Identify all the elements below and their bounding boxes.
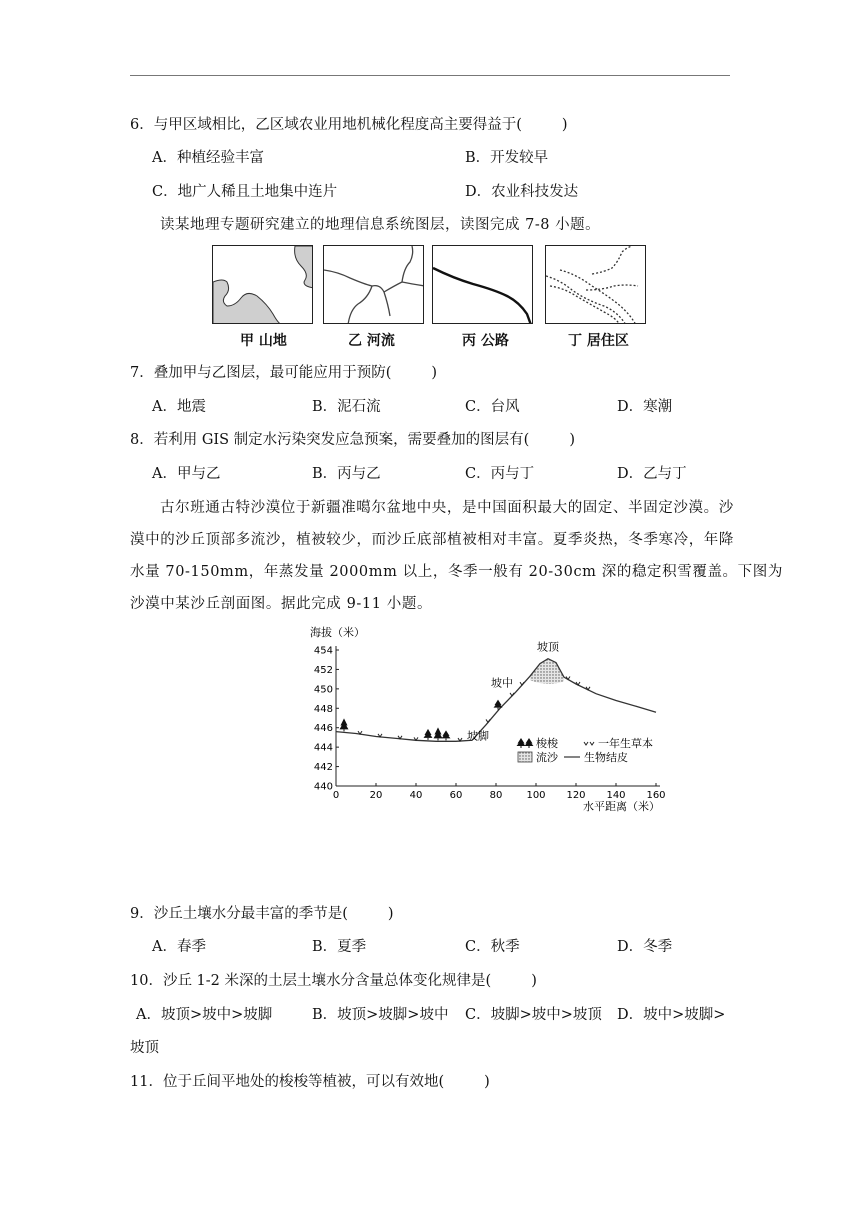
q9-option-a[interactable]: A．春季 xyxy=(152,939,206,955)
x-tick-label: 140 xyxy=(606,790,626,801)
road-layer-map xyxy=(432,245,533,324)
paragraph-line: 沙漠中某沙丘剖面图。据此完成 9-11 小题。 xyxy=(130,596,433,612)
chart-axes xyxy=(314,646,666,802)
question-10-stem: 10．沙丘 1-2 米深的土层土壤水分含量总体变化规律是( xyxy=(130,973,492,989)
chart-annotations xyxy=(467,640,560,743)
legend-herb-icon xyxy=(590,742,594,745)
paragraph-line: 水量 70-150mm，年蒸发量 2000mm 以上，冬季一般有 20-30cm 深的稳定积雪覆盖。下图为 xyxy=(130,564,783,580)
q6-option-b[interactable]: B．开发较早 xyxy=(465,150,549,166)
mountain-layer-map xyxy=(212,245,313,324)
legend-label-quicksand: 流沙 xyxy=(536,751,558,764)
x-tick-label: 80 xyxy=(489,790,503,801)
paragraph-line: 古尔班通古特沙漠位于新疆准噶尔盆地中央，是中国面积最大的固定、半固定沙漠。沙 xyxy=(160,500,734,516)
x-tick-label: 160 xyxy=(646,790,666,801)
question-7-stem: 7．叠加甲与乙图层，最可能应用于预防( xyxy=(130,365,392,381)
question-8: 8．若利用 GIS 制定水污染突发应急预案，需要叠加的图层有( ) xyxy=(130,432,576,448)
saxaul-tree-icon xyxy=(340,718,349,731)
question-8-stem: 8．若利用 GIS 制定水污染突发应急预案，需要叠加的图层有( xyxy=(130,432,530,448)
y-tick-label: 452 xyxy=(313,664,333,676)
settlement-layer-map xyxy=(545,245,646,324)
q7-option-d[interactable]: D．寒潮 xyxy=(617,399,673,415)
y-tick-label: 446 xyxy=(313,723,333,735)
q7-option-c[interactable]: C．台风 xyxy=(465,399,520,415)
legend-label-herb: 一年生草本 xyxy=(598,737,653,750)
vegetation-marks xyxy=(340,676,591,741)
q6-option-a[interactable]: A．种植经验丰富 xyxy=(152,150,264,166)
saxaul-tree-icon xyxy=(494,700,503,710)
y-axis-label: 海拔（米） xyxy=(310,626,365,639)
legend-label-crust: 生物结皮 xyxy=(584,751,628,764)
y-tick-label: 448 xyxy=(313,703,333,715)
question-9: 9．沙丘土壤水分最丰富的季节是( ) xyxy=(130,906,394,922)
question-6-stem: 6．与甲区域相比，乙区域农业用地机械化程度高主要得益于( xyxy=(130,117,522,133)
header-rule xyxy=(130,75,730,76)
profile-line xyxy=(336,659,656,742)
x-tick-label: 20 xyxy=(369,790,383,801)
y-tick-label: 440 xyxy=(313,781,333,793)
legend-herb-icon xyxy=(584,742,588,745)
gis-intro: 读某地理专题研究建立的地理信息系统图层，读图完成 7-8 小题。 xyxy=(160,217,601,233)
legend-saxaul-icon xyxy=(517,738,526,748)
legend-label-saxaul: 梭梭 xyxy=(536,737,558,750)
question-11: 11．位于丘间平地处的梭梭等植被，可以有效地( ) xyxy=(130,1074,490,1090)
q7-option-b[interactable]: B．泥石流 xyxy=(312,399,381,415)
q10-option-b[interactable]: B．坡顶>坡脚>坡中 xyxy=(312,1007,449,1023)
x-axis-label: 水平距离（米） xyxy=(583,800,660,813)
q8-option-c[interactable]: C．丙与丁 xyxy=(465,466,535,482)
tree-crown xyxy=(424,729,433,738)
question-9-stem: 9．沙丘土壤水分最丰富的季节是( xyxy=(130,906,348,922)
question-6: 6．与甲区域相比，乙区域农业用地机械化程度高主要得益于( ) xyxy=(130,117,568,133)
q10-option-a[interactable]: A．坡顶>坡中>坡脚 xyxy=(136,1007,273,1023)
q8-option-a[interactable]: A．甲与乙 xyxy=(152,466,221,482)
chart-legend xyxy=(517,736,654,764)
saxaul-tree-icon xyxy=(434,727,443,740)
quicksand-area xyxy=(530,659,564,684)
question-10: 10．沙丘 1-2 米深的土层土壤水分含量总体变化规律是( ) xyxy=(130,973,537,989)
annotation-label: 坡顶 xyxy=(537,640,559,654)
q10-option-c[interactable]: C．坡脚>坡中>坡顶 xyxy=(465,1007,602,1023)
x-tick-label: 0 xyxy=(332,790,340,801)
tree-crown xyxy=(442,730,451,738)
annual-herb-icon xyxy=(486,719,490,722)
annotation-label: 坡脚 xyxy=(467,729,489,743)
q6-option-d[interactable]: D．农业科技发达 xyxy=(465,184,579,200)
y-tick-label: 454 xyxy=(313,645,333,657)
quicksand-fill xyxy=(530,659,564,684)
annotation-label: 坡中 xyxy=(491,676,513,690)
tree-crown xyxy=(340,718,349,729)
dune-profile-chart xyxy=(300,620,680,820)
question-7: 7．叠加甲与乙图层，最可能应用于预防( ) xyxy=(130,365,438,381)
question-11-stem: 11．位于丘间平地处的梭梭等植被，可以有效地( xyxy=(130,1074,445,1090)
q7-option-a[interactable]: A．地震 xyxy=(152,399,206,415)
q8-option-d[interactable]: D．乙与丁 xyxy=(617,466,687,482)
x-tick-label: 40 xyxy=(409,790,423,801)
gis-label-mountain: 甲 山地 xyxy=(240,333,287,349)
tree-crown xyxy=(434,727,443,738)
y-tick-label: 442 xyxy=(313,762,333,774)
q8-option-b[interactable]: B．丙与乙 xyxy=(312,466,381,482)
q9-option-d[interactable]: D．冬季 xyxy=(617,939,673,955)
tree-crown xyxy=(494,700,503,708)
tree-crown xyxy=(517,738,526,746)
gis-label-river: 乙 河流 xyxy=(348,333,395,349)
q9-option-b[interactable]: B．夏季 xyxy=(312,939,367,955)
paragraph-line: 漠中的沙丘顶部多流沙，植被较少，而沙丘底部植被相对丰富。夏季炎热，冬季寒冷，年降 xyxy=(130,532,734,548)
q10-option-d-wrap: 坡顶 xyxy=(130,1040,159,1056)
q6-option-c[interactable]: C．地广人稀且土地集中连片 xyxy=(152,184,338,200)
saxaul-tree-icon xyxy=(442,730,451,740)
legend-quicksand-swatch xyxy=(518,752,532,762)
y-tick-label: 444 xyxy=(313,742,333,754)
legend-saxaul-icon xyxy=(525,738,534,748)
saxaul-tree-icon xyxy=(424,729,433,740)
x-tick-label: 100 xyxy=(526,790,546,801)
annual-herb-icon xyxy=(520,682,524,685)
profile-series xyxy=(336,659,656,742)
gis-label-settlement: 丁 居住区 xyxy=(568,333,629,349)
y-tick-label: 450 xyxy=(313,684,333,696)
q9-option-c[interactable]: C．秋季 xyxy=(465,939,520,955)
x-tick-label: 120 xyxy=(566,790,586,801)
annual-herb-icon xyxy=(510,693,514,696)
x-tick-label: 60 xyxy=(449,790,463,801)
gis-label-road: 丙 公路 xyxy=(462,333,509,349)
q10-option-d[interactable]: D．坡中>坡脚> xyxy=(617,1007,726,1023)
river-layer-map xyxy=(323,245,424,324)
tree-crown xyxy=(525,738,534,746)
